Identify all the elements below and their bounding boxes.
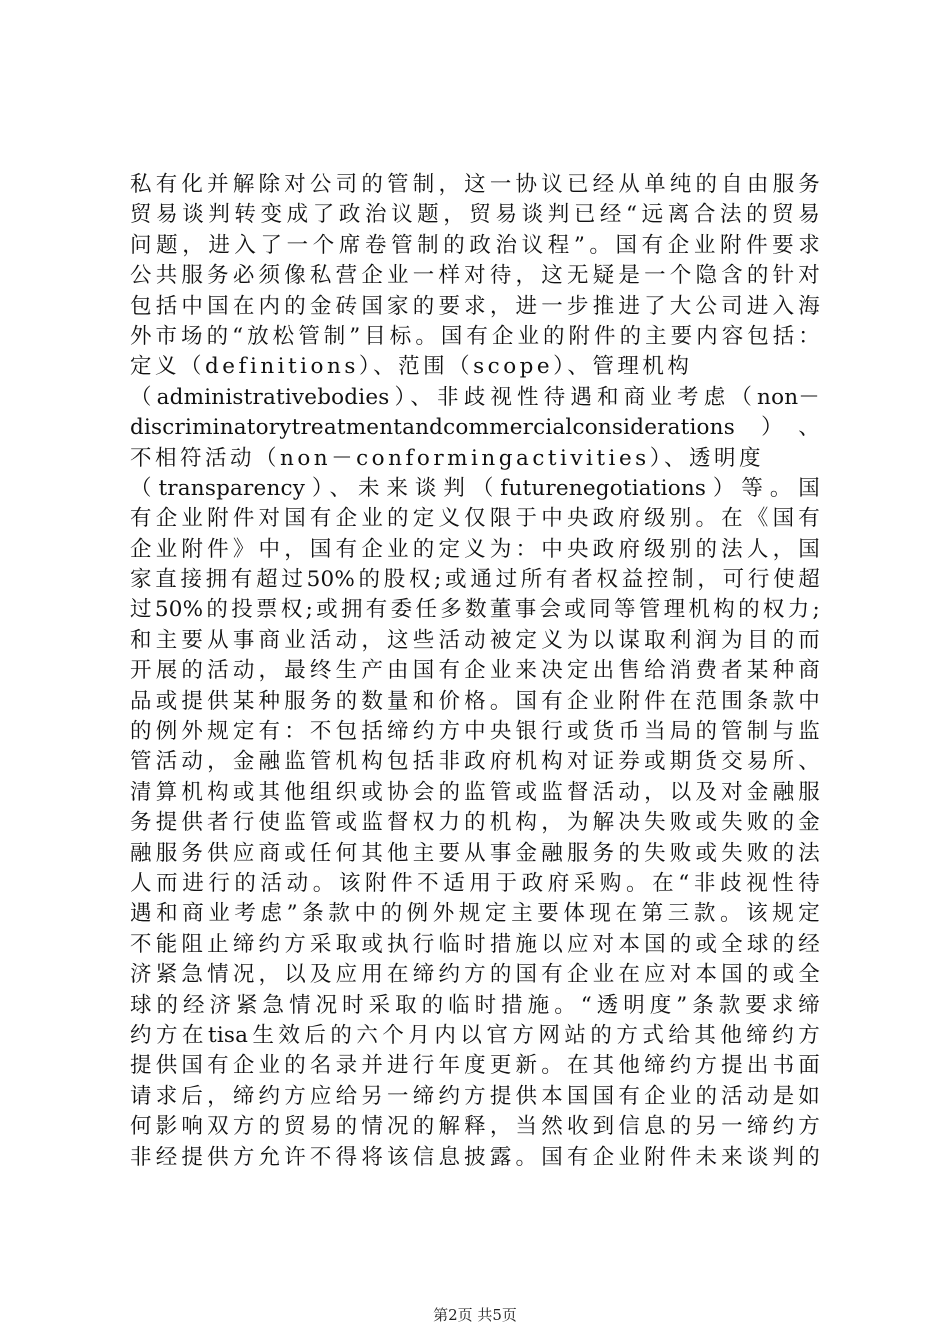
text-line: discriminatorytreatmentandcommercialconsiderations）、 (130, 415, 820, 441)
text-line: （administrativebodies）、非歧视性待遇和商业考虑（non－ (130, 384, 820, 410)
text-line: 非经提供方允许不得将该信息披露。国有企业附件未来谈判的 (130, 1144, 820, 1170)
text-line: 管活动，金融监管机构包括非政府机构对证券或期货交易所、 (130, 749, 820, 775)
text-line: 约方在tisa生效后的六个月内以官方网站的方式给其他缔约方 (130, 1022, 820, 1048)
text-line: 球的经济紧急情况时采取的临时措施。“透明度”条款要求缔 (130, 992, 820, 1018)
text-line: 遇和商业考虑”条款中的例外规定主要体现在第三款。该规定 (130, 901, 820, 927)
text-line: 务提供者行使监管或监督权力的机构，为解决失败或失败的金 (130, 810, 820, 836)
text-line: 不相符活动（non－conformingactivities）、透明度 (130, 445, 764, 471)
text-line: 济紧急情况，以及应用在缔约方的国有企业在应对本国的或全 (130, 962, 820, 988)
text-line: 融服务供应商或任何其他主要从事金融服务的失败或失败的法 (130, 840, 820, 866)
text-line: 请求后，缔约方应给另一缔约方提供本国国有企业的活动是如 (130, 1083, 820, 1109)
text-line: 开展的活动，最终生产由国有企业来决定出售给消费者某种商 (130, 658, 820, 684)
text-line: 定义（definitions）、范围（scope）、管理机构 (130, 354, 693, 380)
text-line: 品或提供某种服务的数量和价格。国有企业附件在范围条款中 (130, 688, 820, 714)
text-line: 贸易谈判转变成了政治议题，贸易谈判已经“远离合法的贸易 (130, 202, 820, 228)
text-line: 企业附件》中，国有企业的定义为：中央政府级别的法人，国 (130, 536, 820, 562)
text-line: 过50%的投票权;或拥有委任多数董事会或同等管理机构的权力; (130, 597, 820, 623)
text-line: 家直接拥有超过50%的股权;或通过所有者权益控制，可行使超 (130, 567, 820, 593)
text-line: 有企业附件对国有企业的定义仅限于中央政府级别。在《国有 (130, 506, 820, 532)
text-line: 问题，进入了一个席卷管制的政治议程”。国有企业附件要求 (130, 232, 820, 258)
text-line: 和主要从事商业活动，这些活动被定义为以谋取利润为目的而 (130, 627, 820, 653)
text-line: 外市场的“放松管制”目标。国有企业的附件的主要内容包括： (130, 323, 820, 349)
text-line: 不能阻止缔约方采取或执行临时措施以应对本国的或全球的经 (130, 931, 820, 957)
page-number-footer: 第2页 共5页 (433, 1306, 517, 1324)
text-line: 提供国有企业的名录并进行年度更新。在其他缔约方提出书面 (130, 1053, 820, 1079)
text-line: 人而进行的活动。该附件不适用于政府采购。在“非歧视性待 (130, 870, 820, 896)
text-line: 何影响双方的贸易的情况的解释，当然收到信息的另一缔约方 (130, 1114, 820, 1140)
text-line: 私有化并解除对公司的管制，这一协议已经从单纯的自由服务 (130, 172, 820, 197)
text-line: 公共服务必须像私营企业一样对待，这无疑是一个隐含的针对 (130, 263, 820, 289)
body-text (130, 170, 820, 1173)
text-line: 包括中国在内的金砖国家的要求，进一步推进了大公司进入海 (130, 293, 820, 319)
text-line: （transparency）、未来谈判（futurenegotiations）等。国 (130, 475, 820, 501)
text-line: 的例外规定有：不包括缔约方中央银行或货币当局的管制与监 (130, 719, 820, 745)
text-line: 清算机构或其他组织或协会的监管或监督活动，以及对金融服 (130, 779, 820, 805)
